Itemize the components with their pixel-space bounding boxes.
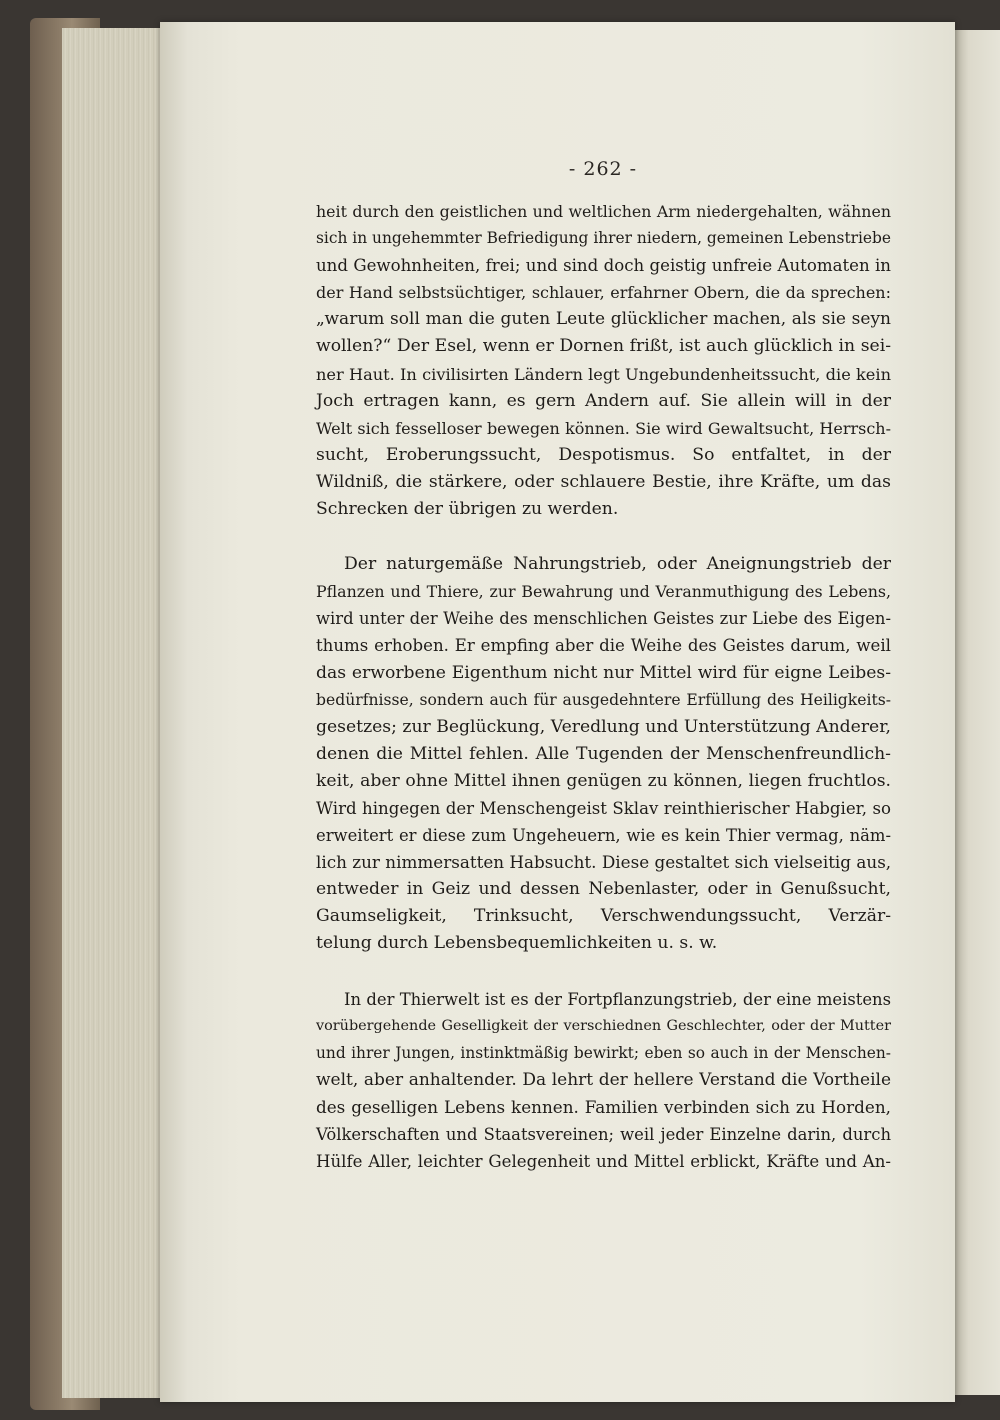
text-line: entweder in Geiz und dessen Nebenlaster, oder in Genußsucht, [316,879,891,900]
text-line: Wird hingegen der Menschengeist Sklav reinthierischer Habgier, so [316,798,891,818]
facing-page-edge [955,30,1000,1395]
page-text [316,198,891,1175]
text-line: wollen?“ Der Esel, wenn er Dornen frißt, ist auch glücklich in sei- [316,336,891,357]
text-line: Welt sich fesselloser bewegen können. Sie wird Gewaltsucht, Herrsch- [316,418,891,438]
paragraph-1 [316,198,891,523]
text-line: gesetzes; zur Beglückung, Veredlung und Unterstützung Anderer, [316,716,891,737]
paragraph-3 [316,986,891,1176]
text-line: Wildniß, die stärkere, oder schlauere Bestie, ihre Kräfte, um das [316,471,891,492]
text-line: das erworbene Eigenthum nicht nur Mittel wird für eigne Leibes- [316,662,891,683]
text-line: keit, aber ohne Mittel ihnen genügen zu können, liegen fruchtlos. [316,770,891,791]
text-line: „warum soll man die guten Leute glücklicher machen, als sie seyn [316,309,891,330]
text-line: heit durch den geistlichen und weltlichen Arm niedergehalten, wähnen [316,202,891,221]
text-line: welt, aber anhaltender. Da lehrt der hellere Verstand die Vortheile [316,1069,891,1090]
text-line: und Gewohnheiten, frei; und sind doch geistig unfreie Automaten in [316,256,891,276]
text-line: erweitert er diese zum Ungeheuern, wie es kein Thier vermag, näm- [316,826,891,846]
text-line: Schrecken der übrigen zu werden. [316,499,619,520]
text-line: ner Haut. In civilisirten Ländern legt Ungebundenheitssucht, die kein [316,364,891,384]
text-line: In der Thierwelt ist es der Fortpflanzungstrieb, der eine meistens [344,989,891,1009]
text-line: Pflanzen und Thiere, zur Bewahrung und Veranmuthigung des Lebens, [316,582,891,602]
text-line: Der naturgemäße Nahrungstrieb, oder Aneignungstrieb der [344,554,891,575]
text-line: lich zur nimmersatten Habsucht. Diese gestaltet sich vielseitig aus, [316,852,892,873]
paragraph-2 [316,551,891,957]
text-line: der Hand selbstsüchtiger, schlauer, erfahrner Obern, die da sprechen: [316,283,891,303]
text-line: thums erhoben. Er empfing aber die Weihe des Geistes darum, weil [316,636,891,656]
text-line: telung durch Lebensbequemlichkeiten u. s. w. [316,933,718,954]
text-line: vorübergehende Geselligkeit der verschiednen Geschlechter, oder der Mutter [316,1017,891,1034]
text-line: sich in ungehemmter Befriedigung ihrer niedern, gemeinen Lebenstriebe [316,229,891,248]
text-line: Hülfe Aller, leichter Gelegenheit und Mittel erblickt, Kräfte und An- [316,1152,891,1172]
page-number: - 262 - [568,158,638,180]
text-line: sucht, Eroberungssucht, Despotismus. So entfaltet, in der [316,444,891,465]
text-line: Gaumseligkeit, Trinksucht, Verschwendungssucht, Verzär- [316,906,891,927]
text-line: Joch ertragen kann, es gern Andern auf. Sie allein will in der [316,390,891,411]
text-line: Völkerschaften und Staatsvereinen; weil jeder Einzelne darin, durch [316,1125,891,1144]
text-line: wird unter der Weihe des menschlichen Geistes zur Liebe des Eigen- [316,609,891,629]
page-block-edges [62,28,172,1398]
text-line: denen die Mittel fehlen. Alle Tugenden der Menschenfreundlich- [316,743,891,764]
text-line: des geselligen Lebens kennen. Familien verbinden sich zu Horden, [316,1096,891,1117]
text-line: bedürfnisse, sondern auch für ausgedehntere Erfüllung des Heiligkeits- [316,690,891,709]
text-line: und ihrer Jungen, instinktmäßig bewirkt; eben so auch in der Menschen- [316,1043,891,1062]
